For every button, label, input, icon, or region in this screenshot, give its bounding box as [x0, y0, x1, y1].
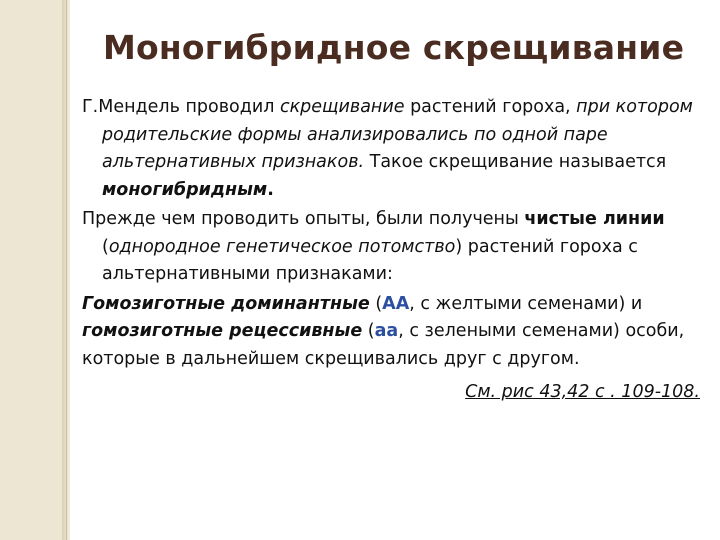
p3-term-recessive: гомозиготные рецессивные [82, 321, 363, 341]
decorative-vertical-line [66, 0, 67, 540]
p1-definition: при котором родительские формы анализировались по одной паре альтернативных признаков. [102, 97, 693, 172]
p1-text-1: Г.Мендель проводил [82, 97, 280, 117]
p1-term-monohybrid: моногибридным [102, 179, 268, 200]
paragraph-pure-lines [82, 206, 710, 289]
slide-body [82, 94, 710, 407]
paragraph-homozygotes [82, 291, 710, 374]
decorative-sidebar [0, 0, 62, 540]
p3-text-4: , с желтыми семенами) и [409, 293, 643, 314]
genotype-recessive: аа [374, 321, 399, 341]
p2-text-1: Прежде чем проводить опыты, были получены [82, 209, 525, 229]
p1-text-7: . [267, 179, 274, 200]
slide-title: Моногибридное скрещивание [103, 28, 685, 67]
figure-reference: См. рис 43,42 с . 109-108. [465, 382, 700, 402]
p1-text-5: Такое скрещивание называется [364, 152, 667, 172]
p2-term-pure-lines: чистые линии [524, 209, 665, 229]
p1-term-crossing: скрещивание [279, 97, 405, 117]
p3-text-6: ( [362, 321, 375, 341]
p3-text-8: , с зелеными семенами) особи, которые в дальнейшем скрещивались друг с другом. [82, 321, 685, 369]
p2-text-3: ( [102, 236, 109, 257]
p3-term-dominant: Гомозиготные доминантные [82, 293, 370, 314]
p1-text-3: растений гороха, [404, 97, 577, 117]
p2-definition: однородное генетическое потомство [108, 236, 456, 257]
genotype-dominant: АА [382, 293, 410, 314]
paragraph-mendel-crossing [82, 94, 710, 204]
p2-text-5: ) растений гороха с альтернативными признаками: [102, 236, 638, 284]
p3-text-2: ( [369, 293, 383, 314]
